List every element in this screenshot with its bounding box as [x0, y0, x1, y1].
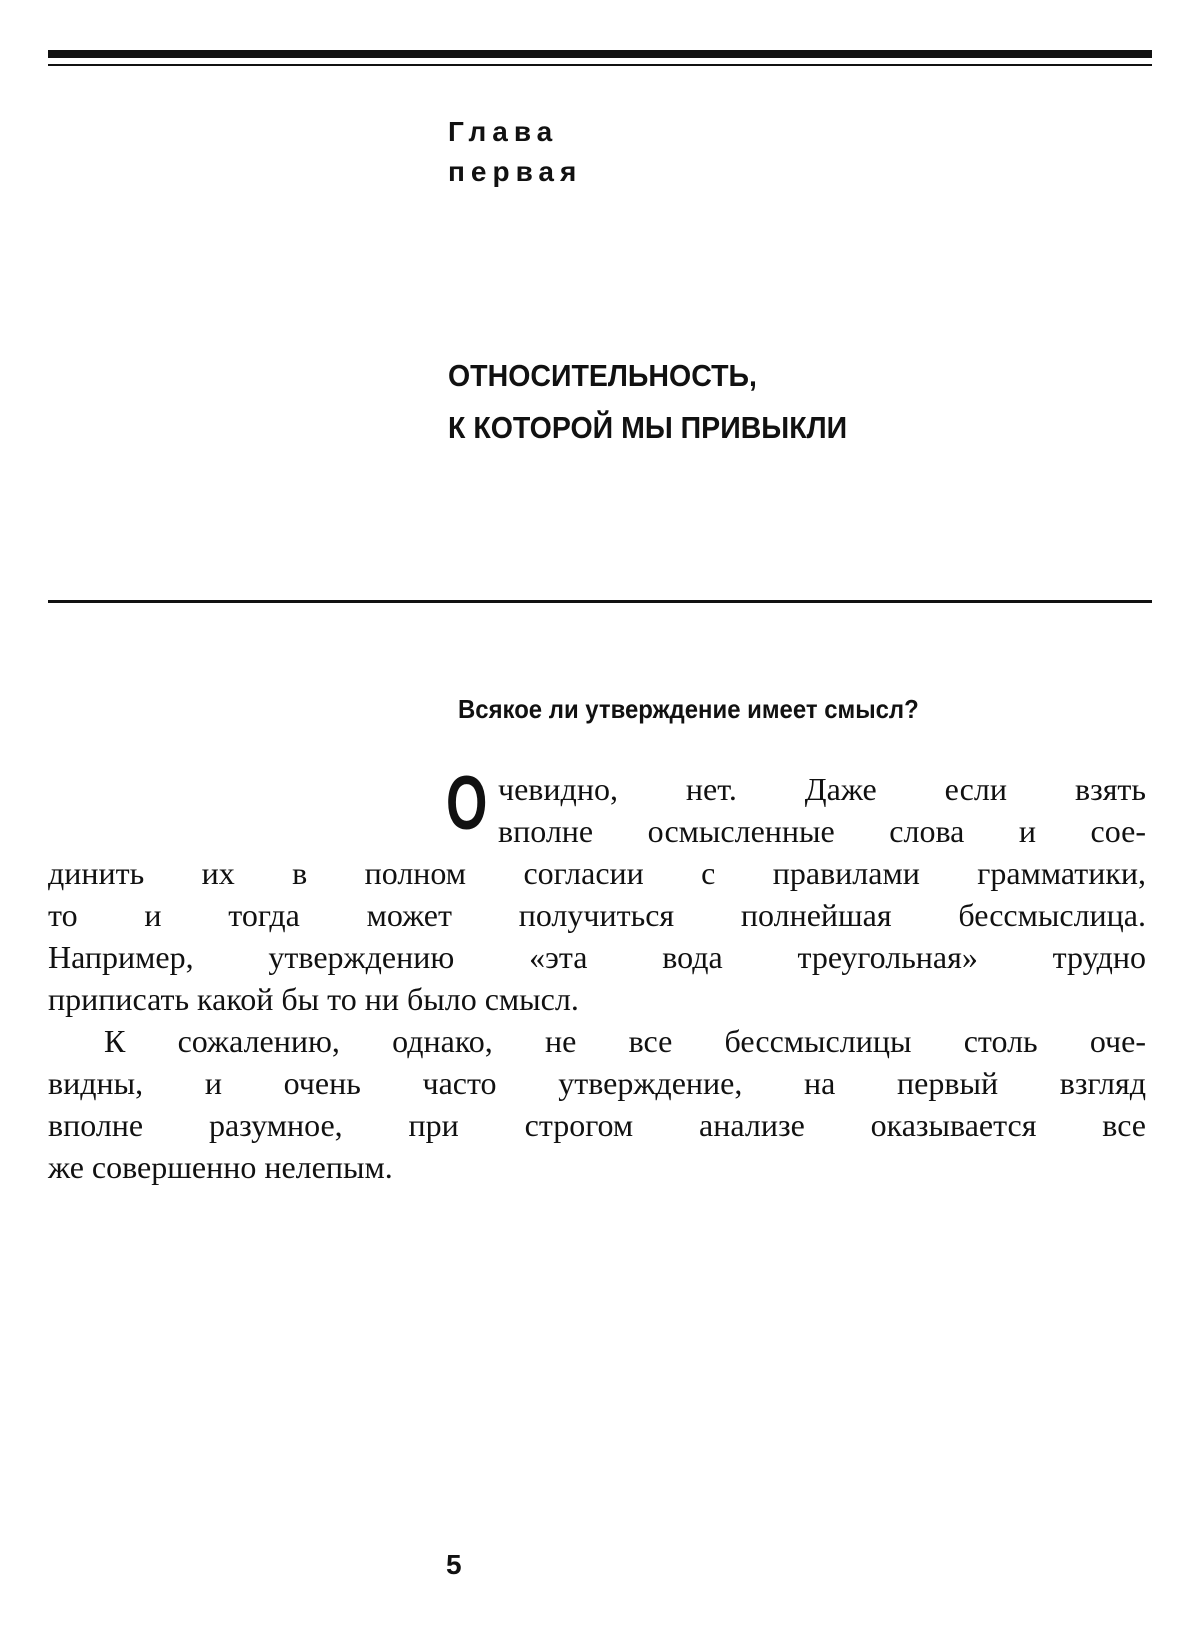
- paragraph-line: Например, утверждению «эта вода треугольная» трудно: [48, 939, 1146, 975]
- paragraph-line: динить их в полном согласии с правилами грамматики,: [48, 855, 1146, 891]
- paragraph-line: то и тогда может получиться полнейшая бессмыслица.: [48, 897, 1146, 933]
- page-number: 5: [446, 1549, 462, 1580]
- chapter-label-line-2: первая: [448, 156, 583, 187]
- chapter-label-line-1: Глава: [448, 116, 559, 147]
- paragraph-line: приписать какой бы то ни было смысл.: [48, 981, 579, 1017]
- paragraph-line: видны, и очень часто утверждение, на первый взгляд: [48, 1065, 1146, 1101]
- chapter-title-line-1: ОТНОСИТЕЛЬНОСТЬ,: [448, 358, 757, 393]
- paragraph-line: К сожалению, однако, не все бессмыслицы столь оче-: [104, 1023, 1146, 1059]
- paragraph-line: же совершенно нелепым.: [48, 1149, 393, 1185]
- paragraph-line: вполне разумное, при строгом анализе оказывается все: [48, 1107, 1146, 1143]
- chapter-label: [448, 112, 582, 192]
- paragraph-lead-line-1: чевидно, нет. Даже если взять: [498, 771, 1146, 807]
- chapter-title-line-2: К КОТОРОЙ МЫ ПРИВЫКЛИ: [448, 410, 848, 445]
- paragraph-lead-line-2: вполне осмысленные слова и сое-: [498, 813, 1146, 849]
- top-rule-thin: [48, 64, 1152, 66]
- chapter-title: [448, 350, 847, 454]
- top-rule-thick: [48, 50, 1152, 58]
- section-heading: Всякое ли утверждение имеет смысл?: [458, 694, 919, 724]
- section-divider-rule: [48, 600, 1152, 603]
- drop-cap-letter: О: [446, 761, 488, 846]
